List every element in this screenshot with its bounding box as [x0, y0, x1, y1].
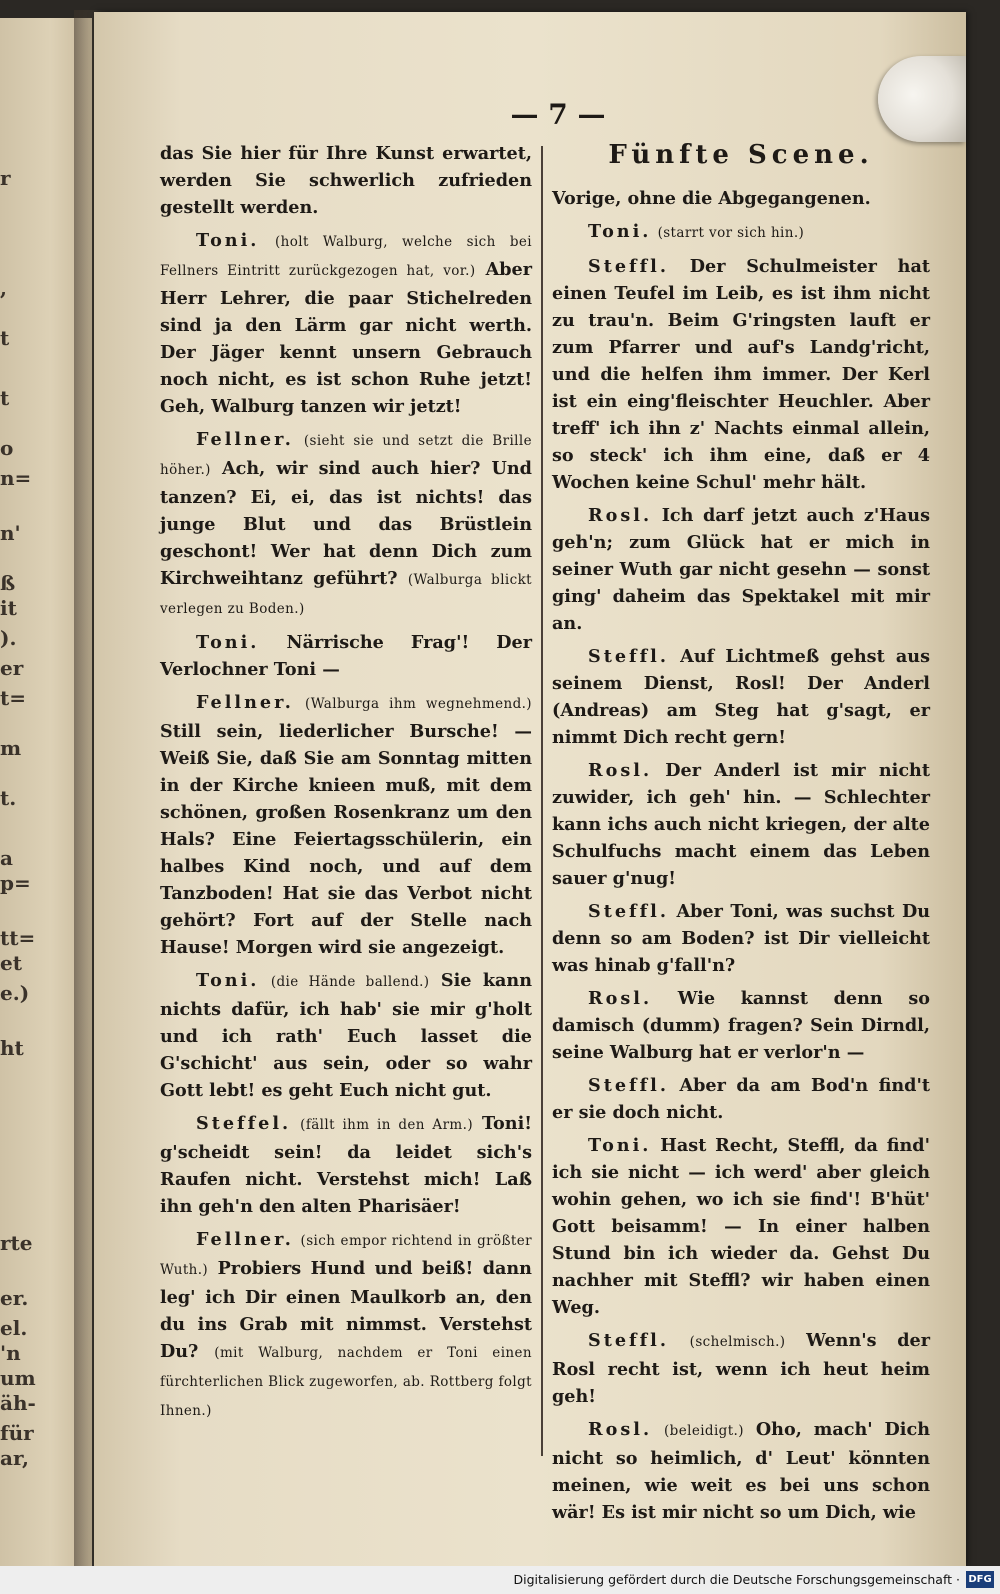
dialogue-text: Auf Lichtmeß gehst aus seinem Dienst, Rosl! Der Anderl (Andreas) am Steg hat g'sagt, er nimmt Dich recht gern! — [552, 646, 930, 748]
margin-fragment: it — [0, 596, 17, 620]
scene-title: Fünfte Scene. — [608, 140, 874, 170]
margin-fragment: t= — [0, 686, 26, 710]
speaker-name: Steffel. — [196, 1113, 292, 1134]
speaker-name: Fellner. — [196, 429, 294, 450]
margin-fragment: n= — [0, 466, 32, 490]
dialogue-paragraph — [160, 227, 532, 420]
margin-fragment: rte — [0, 1231, 33, 1255]
dialogue-text: Aber Herr Lehrer, die paar Stichelreden sind ja den Lärm gar nicht werth. Der Jäger kennt unsern Gebrauch noch nicht, es ist schon Ruhe jetzt! Geh, Walburg tanzen wir jetzt! — [160, 259, 532, 417]
margin-fragment: t. — [0, 786, 17, 810]
left-column — [160, 140, 532, 1431]
stage-direction: (schelmisch.) — [689, 1334, 786, 1350]
margin-fragment: a — [0, 846, 13, 870]
stage-direction: (mit Walburg, nachdem er Toni einen fürchterlichen Blick zugeworfen, ab. Rottberg folgt Ihnen.) — [160, 1345, 532, 1419]
margin-fragment: äh- — [0, 1391, 36, 1415]
margin-fragment: er. — [0, 1286, 29, 1310]
dialogue-paragraph — [552, 218, 930, 247]
dialogue-text: Ich darf jetzt auch z'Haus geh'n; zum Glück hat er mich in seiner Wuth gar nicht gesehn — sonst ging' daheim das Spektakel mit mir an. — [552, 505, 930, 634]
stage-direction: (sich empor richtend in größter Wuth.) — [160, 1233, 532, 1278]
right-dialogue — [552, 218, 930, 1526]
dialogue-text: Der Anderl ist mir nicht zuwider, ich geh' hin. — Schlechter kann ichs auch nicht kriegen, der alte Schulfuchs macht einem das Leben sauer g'nug! — [552, 760, 930, 889]
dialogue-paragraph — [552, 1327, 930, 1410]
previous-page-fragments — [0, 138, 40, 1478]
dialogue-paragraph — [552, 1072, 930, 1126]
dialogue-text: Der Schulmeister hat einen Teufel im Leib, es ist ihm nicht zu trau'n. Beim G'ringsten lauft er zum Pfarrer und auf's Landg'richt, und die helfen ihm immer. Der Kerl ist ein eing'fleischter Heuchler. Aber treff' ich ihn z' Nachts einmal allein, so steck' ich ihm eine, daß er 4 Wochen keine Schul' mehr hält. — [552, 256, 930, 493]
margin-fragment: et — [0, 951, 22, 975]
dialogue-text: Aber da am Bod'n find't er sie doch nicht. — [552, 1075, 930, 1123]
dialogue-paragraph — [552, 1132, 930, 1321]
stage-direction: (die Hände ballend.) — [270, 974, 430, 990]
margin-fragment: r — [0, 166, 11, 190]
speaker-name: Fellner. — [196, 692, 294, 713]
margin-fragment: t — [0, 386, 10, 410]
dialogue-paragraph — [552, 985, 930, 1066]
dfg-logo: DFG — [966, 1571, 994, 1588]
dialogue-paragraph — [160, 140, 532, 221]
margin-fragment: ). — [0, 626, 17, 650]
speaker-name: Toni. — [196, 970, 260, 991]
margin-fragment: 'n — [0, 1341, 21, 1365]
dialogue-paragraph — [552, 898, 930, 979]
dialogue-text: Oho, mach' Dich nicht so heimlich, d' Leut' könnten meinen, wie weit es bei uns schon wär! Es ist mir nicht so um Dich, wie — [552, 1419, 930, 1523]
dialogue-paragraph — [160, 967, 532, 1104]
dialogue-text: das Sie hier für Ihre Kunst erwartet, werden Sie schwerlich zufrieden gestellt werden. — [160, 143, 532, 218]
dialogue-text: Toni! g'scheidt sein! da leidet sich's Raufen nicht. Verstehst mich! Laß ihn geh'n den alten Pharisäer! — [160, 1113, 532, 1217]
speaker-name: Fellner. — [196, 1229, 294, 1250]
margin-fragment: um — [0, 1366, 36, 1390]
dialogue-paragraph — [160, 689, 532, 961]
dialogue-text: Wie kannst denn so damisch (dumm) fragen? Sein Dirndl, seine Walburg hat er verlor'n — — [552, 988, 930, 1063]
dialogue-paragraph — [552, 502, 930, 637]
margin-fragment: für — [0, 1421, 34, 1445]
margin-fragment: el. — [0, 1316, 28, 1340]
margin-fragment: tt= — [0, 926, 36, 950]
dialogue-text: Ach, wir sind auch hier? Und tanzen? Ei, ei, das ist nichts! das junge Blut und das Brüstlein geschont! Wer hat denn Dich zum Kirchweihtanz geführt? — [160, 458, 532, 589]
stage-direction: (Walburga blickt verlegen zu Boden.) — [160, 572, 532, 617]
stage-direction: (beleidigt.) — [664, 1423, 744, 1439]
speaker-name: Steffl. — [588, 1330, 669, 1351]
margin-fragment: , — [0, 276, 7, 300]
dialogue-text: Hast Recht, Steffl, da find' ich sie nicht — ich werd' aber gleich wohin gehen, wo ich sie find'! B'hüt' Gott beisamm! — In einer halben Stund bin ich wieder da. Gehst Du nachher mit Steffl? wir haben einen Weg. — [552, 1135, 930, 1318]
dialogue-paragraph — [160, 629, 532, 683]
margin-fragment: ar, — [0, 1446, 30, 1470]
margin-fragment: ht — [0, 1036, 24, 1060]
dialogue-text: Wenn's der Rosl recht ist, wenn ich heut heim geh! — [552, 1330, 930, 1407]
speaker-name: Steffl. — [588, 901, 669, 922]
speaker-name: Toni. — [196, 632, 260, 653]
dialogue-paragraph — [552, 643, 930, 751]
speaker-name: Rosl. — [588, 988, 653, 1009]
speaker-name: Rosl. — [588, 505, 653, 526]
speaker-name: Steffl. — [588, 1075, 669, 1096]
speaker-name: Toni. — [588, 1135, 652, 1156]
margin-fragment: ß — [0, 571, 16, 595]
speaker-name: Toni. — [588, 221, 652, 242]
page-number: — 7 — — [510, 98, 606, 131]
margin-fragment: o — [0, 436, 14, 460]
speaker-name: Rosl. — [588, 1419, 653, 1440]
speaker-name: Toni. — [196, 230, 260, 251]
margin-fragment: er — [0, 656, 24, 680]
speaker-name: Steffl. — [588, 256, 669, 277]
speaker-name: Steffl. — [588, 646, 669, 667]
footer-bar — [0, 1566, 1000, 1594]
stage-direction: (fällt ihm in den Arm.) — [300, 1117, 473, 1133]
stage-direction: (starrt vor sich hin.) — [657, 225, 805, 241]
dialogue-text: Närrische Frag'! Der Verlochner Toni — — [160, 632, 532, 680]
dialogue-paragraph — [552, 1416, 930, 1526]
dialogue-paragraph — [160, 1110, 532, 1220]
speaker-name: Rosl. — [588, 760, 653, 781]
margin-fragment: m — [0, 736, 22, 760]
dialogue-paragraph — [160, 1226, 532, 1425]
dialogue-text: es geht Euch nicht gut. — [261, 1080, 492, 1101]
stage-direction: (Walburga ihm wegnehmend.) — [305, 696, 532, 712]
column-divider — [541, 146, 543, 1456]
scene-subtitle: Vorige, ohne die Abgegangenen. — [552, 188, 871, 209]
margin-fragment: e.) — [0, 981, 30, 1005]
margin-fragment: n' — [0, 521, 21, 545]
dialogue-text: Still sein, liederlicher Bursche! — Weiß Sie, daß Sie am Sonntag mitten in der Kirche knieen muß, mit dem schönen, großen Rosenkranz um den Hals? Eine Feiertagsschülerin, ein halbes Kind noch, und auf dem Tanzboden! Hat sie das Verbot nicht gehört? Fort auf der Stelle nach Hause! Morgen wird sie angezeigt. — [160, 721, 532, 958]
dialogue-text: Sie kann nichts dafür, ich hab' sie mir g'holt und ich rath' Euch lasset die G'schicht' aus sein, oder so wahr Gott lebt! — [160, 970, 532, 1101]
stage-direction: (sieht sie und setzt die Brille höher.) — [160, 433, 532, 478]
stage-direction: (holt Walburg, welche sich bei Fellners Eintritt zurückgezogen hat, vor.) — [160, 234, 532, 279]
dialogue-text: Aber Toni, was suchst Du denn so am Boden? ist Dir vielleicht was hinab g'fall'n? — [552, 901, 930, 976]
margin-fragment: p= — [0, 871, 31, 895]
right-column — [552, 140, 930, 1532]
funding-credit: Digitalisierung gefördert durch die Deutsche Forschungsgemeinschaft · — [513, 1572, 960, 1587]
dialogue-text: Probiers Hund und beiß! dann leg' ich Dir einen Maulkorb an, den du ins Grab mit nimmst. Verstehst Du? — [160, 1258, 532, 1362]
margin-fragment: t — [0, 326, 10, 350]
dialogue-paragraph — [552, 757, 930, 892]
dialogue-paragraph — [160, 426, 532, 623]
dialogue-paragraph — [552, 253, 930, 496]
